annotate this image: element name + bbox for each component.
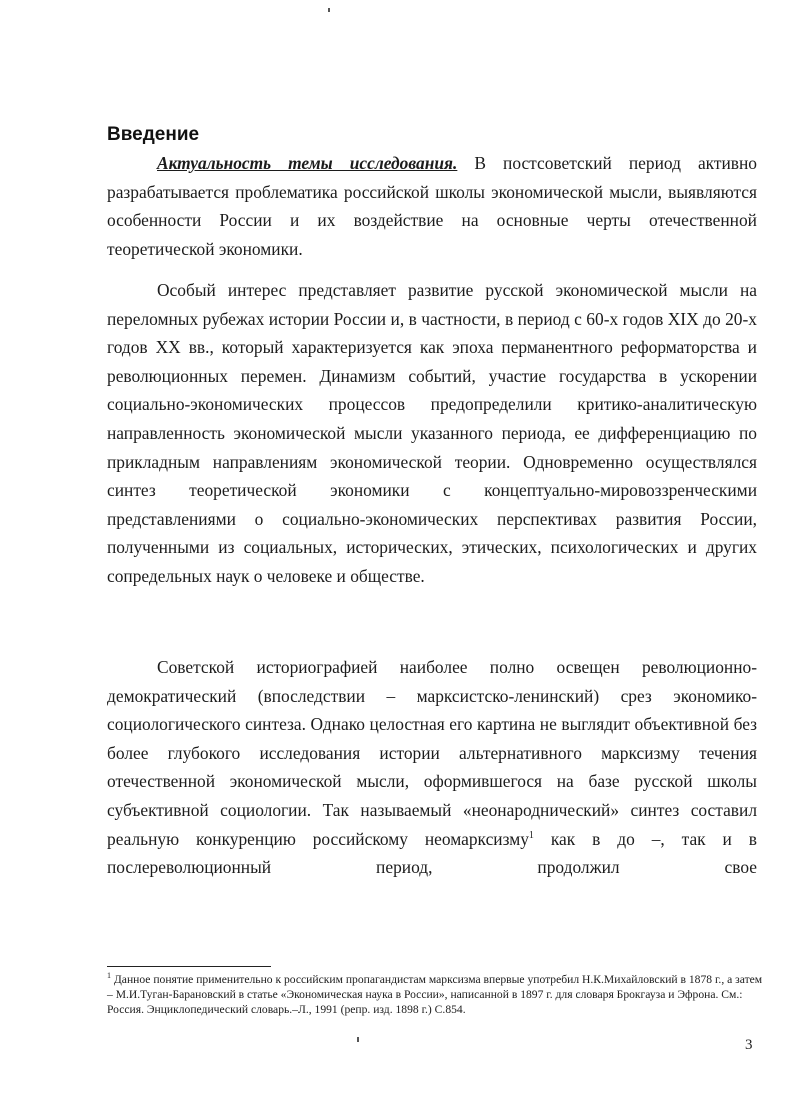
paragraph-text: как в до –, так и в послереволюционный период, продолжил свое: [107, 828, 757, 878]
section-heading: Введение: [107, 124, 200, 145]
footnote-divider: [107, 966, 271, 967]
scan-speck: [328, 8, 330, 12]
paragraph-text: Особый интерес представляет развитие русской экономической мысли на переломных рубежах истории России и, в частности, в период с 60-х годов XIX до 20-х годов XX вв., который характеризуется как эпоха перманентного реформаторства и революционных перемен. Динамизм событий, участие государства в ускорении социально-экономических процессов предопределили критико-аналитическую направленность экономической мысли указанного периода, ее дифференциацию по прикладным направлениям экономической теории. Одновременно осуществлялся синтез теоретической экономики с концептуально-мировоззренческими представлениями о социально-экономических перспективах развития России, полученными из социальных, исторических, этических, психологических и других сопредельных наук о человеке и обществе.: [107, 280, 757, 586]
footnote-reference[interactable]: 1: [528, 829, 534, 841]
page-number: 3: [745, 1037, 753, 1053]
footnote-marker: 1: [107, 971, 111, 981]
paragraph-interest: [107, 276, 757, 591]
paragraph-historiography: [107, 653, 757, 882]
scan-speck: [357, 1037, 359, 1042]
lead-in-heading: Актуальность темы исследования.: [157, 153, 458, 173]
paragraph-relevance: [107, 149, 757, 263]
footnote-text: Данное понятие применительно к российским пропагандистам марксизма впервые употребил Н.К.Михайловский в 1878 г., а затем – М.И.Туган-Барановский в статье «Экономическая наука в России», написанной в 1897 г. для словаря Брокгауза и Эфрона. См.: Россия. Энциклопедический словарь.–Л., 1991 (репр. изд. 1898 г.) С.854.: [107, 973, 763, 1017]
paragraph-text: Советской историографией наиболее полно освещен революционно-демократический (впоследствии – марксистско-ленинский) срез экономико-социологического синтеза. Однако целостная его картина не выглядит объективной без более глубокого исследования истории альтернативного марксизму течения отечественной экономической мысли, оформившегося на базе русской школы субъективной социологии. Так называемый «неонароднический» синтез составил реальную конкуренцию российскому неомарксизму: [107, 657, 757, 849]
footnote: [107, 972, 767, 1018]
paragraph-text: В постсоветский период активно разрабатывается проблематика российской школы экономической мысли, выявляются особенности России и их воздействие на основные черты отечественной теоретической экономики.: [107, 153, 757, 259]
